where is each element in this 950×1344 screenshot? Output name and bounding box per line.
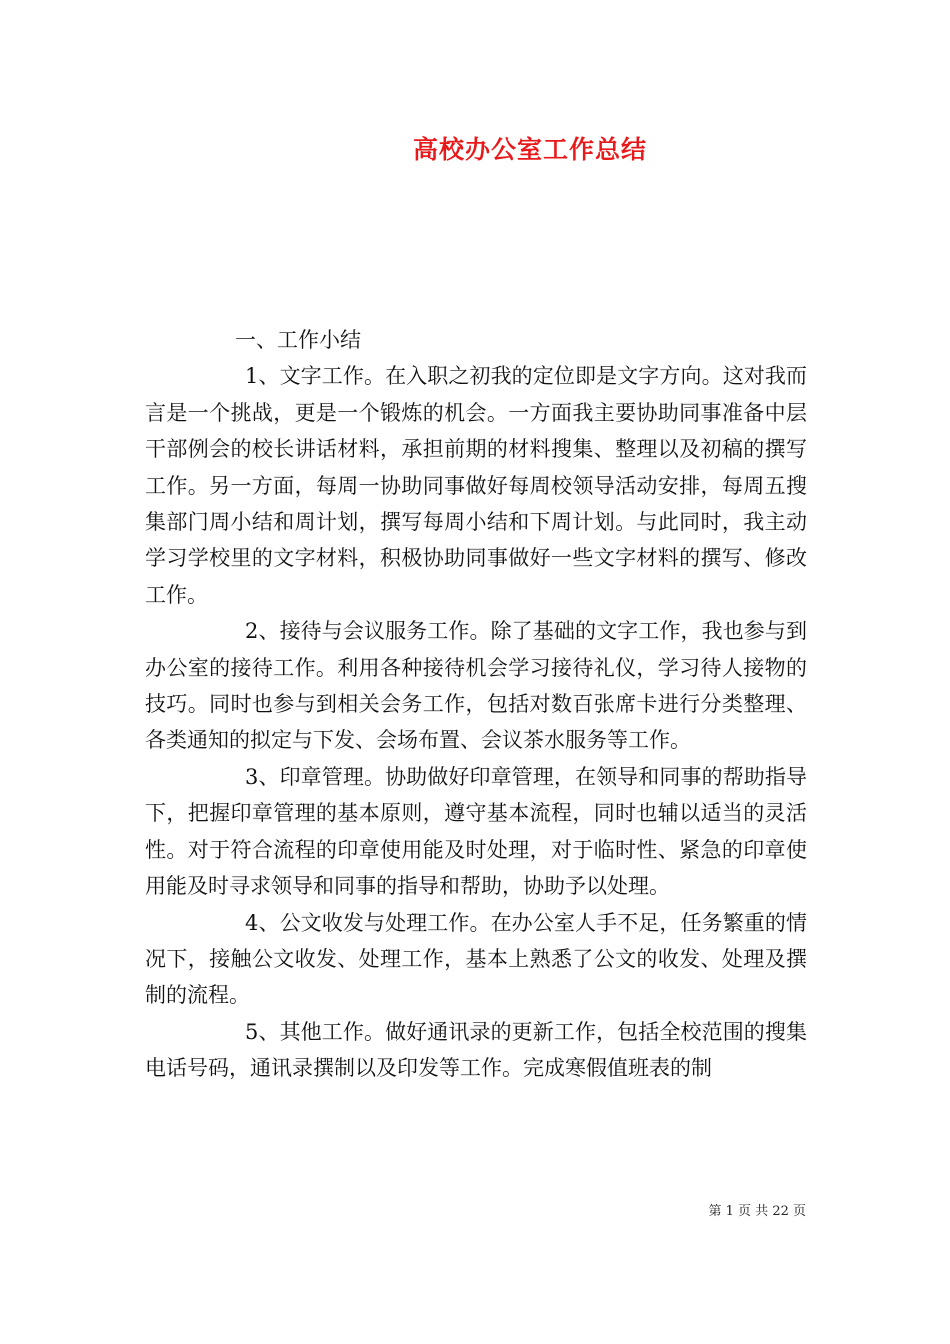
paragraph-document-handling: 4、公文收发与处理工作。在办公室人手不足，任务繁重的情况下，接触公文收发、处理工作，基本上熟悉了公文的收发、处理及撰制的流程。 [145,910,807,1008]
document-body [145,322,807,1087]
paragraph-writing-work: 1、文字工作。在入职之初我的定位即是文字方向。这对我而言是一个挑战，更是一个锻炼的机会。一方面我主要协助同事准备中层干部例会的校长讲话材料，承担前期的材料搜集、整理以及初稿的撰写工作。另一方面，每周一协助同事做好每周校领导活动安排，每周五搜集部门周小结和周计划，撰写每周小结和下周计划。与此同时，我主动学习学校里的文字材料，积极协助同事做好一些文字材料的撰写、修改工作。 [145,364,807,607]
paragraph-reception-meetings: 2、接待与会议服务工作。除了基础的文字工作，我也参与到办公室的接待工作。利用各种接待机会学习接待礼仪，学习待人接物的技巧。同时也参与到相关会务工作，包括对数百张席卡进行分类整理、各类通知的拟定与下发、会场布置、会议茶水服务等工作。 [145,619,807,753]
section-heading: 一、工作小结 [235,328,361,352]
document-title: 高校办公室工作总结 [412,135,647,164]
page-number-footer: 第 1 页 共 22 页 [708,1204,806,1219]
paragraph-other-work: 5、其他工作。做好通讯录的更新工作，包括全校范围的搜集电话号码，通讯录撰制以及印发等工作。完成寒假值班表的制 [145,1019,807,1081]
paragraph-seal-management: 3、印章管理。协助做好印章管理，在领导和同事的帮助指导下，把握印章管理的基本原则，遵守基本流程，同时也辅以适当的灵活性。对于符合流程的印章使用能及时处理，对于临时性、紧急的印章使用能及时寻求领导和同事的指导和帮助，协助予以处理。 [145,764,807,899]
